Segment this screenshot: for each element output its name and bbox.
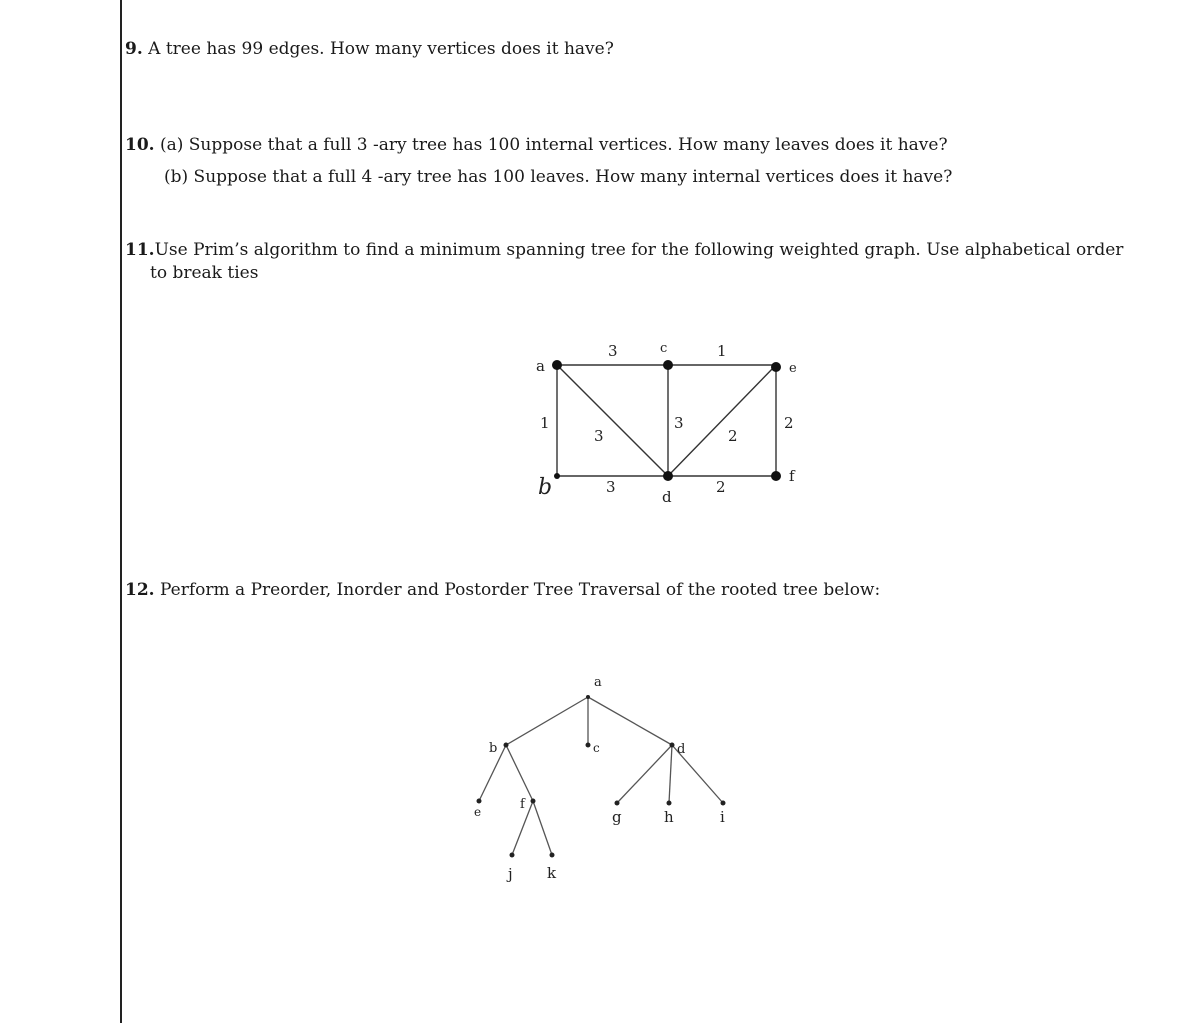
tree-node-a — [586, 695, 590, 699]
tree-node-f — [531, 799, 536, 804]
weight-c-d: 3 — [674, 414, 684, 432]
graph-label-b: b — [538, 475, 553, 500]
graph-vertex-f — [771, 471, 781, 481]
weight-c-e: 1 — [717, 342, 727, 360]
question-10-number: 10. — [125, 135, 155, 155]
tree-node-h — [667, 801, 672, 806]
question-12-number: 12. — [125, 580, 155, 600]
tree-label-a: a — [594, 675, 602, 690]
question-11-number: 11. — [125, 240, 155, 260]
graph-label-c: c — [660, 341, 668, 356]
question-11-line-1: Use Prim’s algorithm to find a minimum spanning tree for the following weighted graph. Use alphabetical order — [154, 240, 1124, 260]
weight-a-b: 1 — [540, 414, 550, 432]
tree-label-d: d — [677, 742, 686, 757]
tree-node-c — [586, 743, 591, 748]
tree-node-b — [504, 743, 509, 748]
weight-a-d: 3 — [594, 427, 604, 445]
tree-label-j: j — [508, 865, 513, 883]
question-11-line-2: to break ties — [150, 263, 259, 283]
tree-edge-d-g — [617, 745, 672, 803]
tree-node-i — [721, 801, 726, 806]
graph-label-d: d — [662, 488, 672, 506]
question-9-text: A tree has 99 edges. How many vertices does it have? — [148, 39, 614, 59]
tree-node-d — [670, 743, 675, 748]
tree-label-e: e — [474, 805, 482, 819]
weight-b-d: 3 — [606, 478, 616, 496]
graph-vertex-a — [552, 360, 562, 370]
tree-label-i: i — [720, 808, 725, 826]
tree-node-k — [550, 853, 555, 858]
weight-e-f: 2 — [784, 414, 794, 432]
weight-d-f: 2 — [716, 478, 726, 496]
question-12 — [125, 579, 880, 601]
graph-label-e: e — [789, 361, 797, 376]
graph-vertex-b — [554, 473, 560, 479]
graph-vertex-c — [663, 360, 673, 370]
tree-node-e — [477, 799, 482, 804]
tree-label-g: g — [612, 808, 622, 826]
question-10-a-text: (a) Suppose that a full 3 -ary tree has 100 internal vertices. How many leaves does it have? — [159, 135, 948, 155]
tree-edge-b-f — [506, 745, 533, 801]
weight-a-c: 3 — [608, 342, 618, 360]
graph-label-f: f — [789, 467, 795, 485]
weight-d-e: 2 — [728, 427, 738, 445]
tree-label-b: b — [489, 741, 498, 756]
tree-label-f: f — [520, 797, 525, 812]
graph-vertex-d — [663, 471, 673, 481]
graph-edge-d-e — [668, 365, 776, 476]
graph-vertex-e — [771, 362, 781, 372]
graph-edge-a-d — [557, 365, 668, 476]
tree-label-c: c — [593, 741, 600, 755]
tree-node-g — [615, 801, 620, 806]
tree-edge-d-h — [669, 745, 672, 803]
tree-edge-f-k — [533, 801, 552, 855]
question-9-number: 9. — [125, 39, 143, 59]
tree-label-k: k — [547, 864, 557, 882]
tree-node-j — [510, 853, 515, 858]
tree-label-h: h — [664, 808, 674, 826]
tree-edge-a-b — [506, 697, 588, 745]
tree-edge-a-d — [588, 697, 672, 745]
question-10-b-text: (b) Suppose that a full 4 -ary tree has 100 leaves. How many internal vertices does it have? — [164, 167, 953, 187]
rooted-tree-edges — [479, 697, 723, 855]
graph-label-a: a — [536, 357, 545, 375]
question-12-text: Perform a Preorder, Inorder and Postorder Tree Traversal of the rooted tree below: — [159, 580, 881, 600]
